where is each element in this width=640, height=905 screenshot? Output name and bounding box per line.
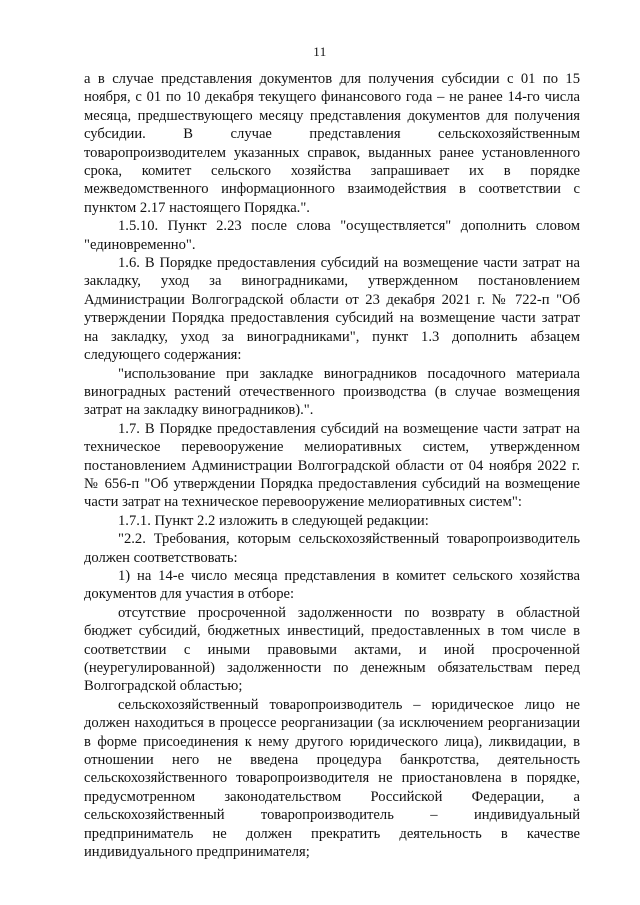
paragraph-1-7: 1.7. В Порядке предоставления субсидий на возмещение части затрат на техническое перевооружение мелиоративных систем, утвержденном постановлением Администрации Волгоградской области от 04 ноября 2022 г. № 656-п "Об утверждении Порядка предоставления субсидий на возмещение части затрат на техническое перевооружение мелиоративных систем": [84,420,580,511]
paragraph-continuation: а в случае представления документов для получения субсидии с 01 по 15 ноября, с 01 по 10 декабря текущего финансового года – не ранее 14-го числа месяца, предшествующего месяцу представления документов для получения субсидии. В случае представления сельскохозяйственным товаропроизводителем указанных справок, выданных ранее установленного срока, комитет сельского хозяйства запрашивает их в порядке межведомственного информационного взаимодействия в соответствии с пунктом 2.17 настоящего Порядка.". [84,71,580,216]
paragraph-1-7-1: 1.7.1. Пункт 2.2 изложить в следующей редакции: [118,512,429,529]
paragraph-2-2: "2.2. Требования, которым сельскохозяйственный товаропроизводитель должен соответствовать: [84,531,580,566]
document-body [84,70,580,861]
paragraph-legal-entity: сельскохозяйственный товаропроизводитель – юридическое лицо не должен находиться в процессе реорганизации (за исключением реорганизации в форме присоединения к нему другого юридического лица), ликвидации, в отношении него не введена процедура банкротства, деятельность сельскохозяйственного товаропроизводителя не приостановлена в порядке, предусмотренном законодательством Российской Федерации, а сельскохозяйственный товаропроизводитель – индивидуальный предприниматель не должен прекратить деятельность в качестве индивидуального предпринимателя; [84,696,580,861]
paragraph-quote-vineyards: "использование при закладке виноградников посадочного материала виноградных растений отечественного производства (в случае возмещения затрат на закладку виноградников).". [84,365,580,419]
paragraph-1-6: 1.6. В Порядке предоставления субсидий на возмещение части затрат на закладку, уход за виноградниками, утвержденном постановлением Администрации Волгоградской области от 23 декабря 2021 г. № 722-п "Об утверждении Порядка предоставления субсидий на возмещение части затрат на закладку, уход за виноградниками", пункт 1.3 дополнить абзацем следующего содержания: [84,255,580,364]
page-number: 11 [313,44,327,59]
paragraph-1-5-10: 1.5.10. Пункт 2.23 после слова "осуществляется" дополнить словом "единовременно". [84,218,580,253]
paragraph-no-debt: отсутствие просроченной задолженности по возврату в областной бюджет субсидий, бюджетных инвестиций, предоставленных в том числе в соответствии с иными правовыми актами, и иной просроченной (неурегулированной) задолженности по денежным обязательствам перед Волгоградской областью; [84,604,580,695]
paragraph-item-1: 1) на 14-е число месяца представления в комитет сельского хозяйства документов для участия в отборе: [84,567,580,603]
